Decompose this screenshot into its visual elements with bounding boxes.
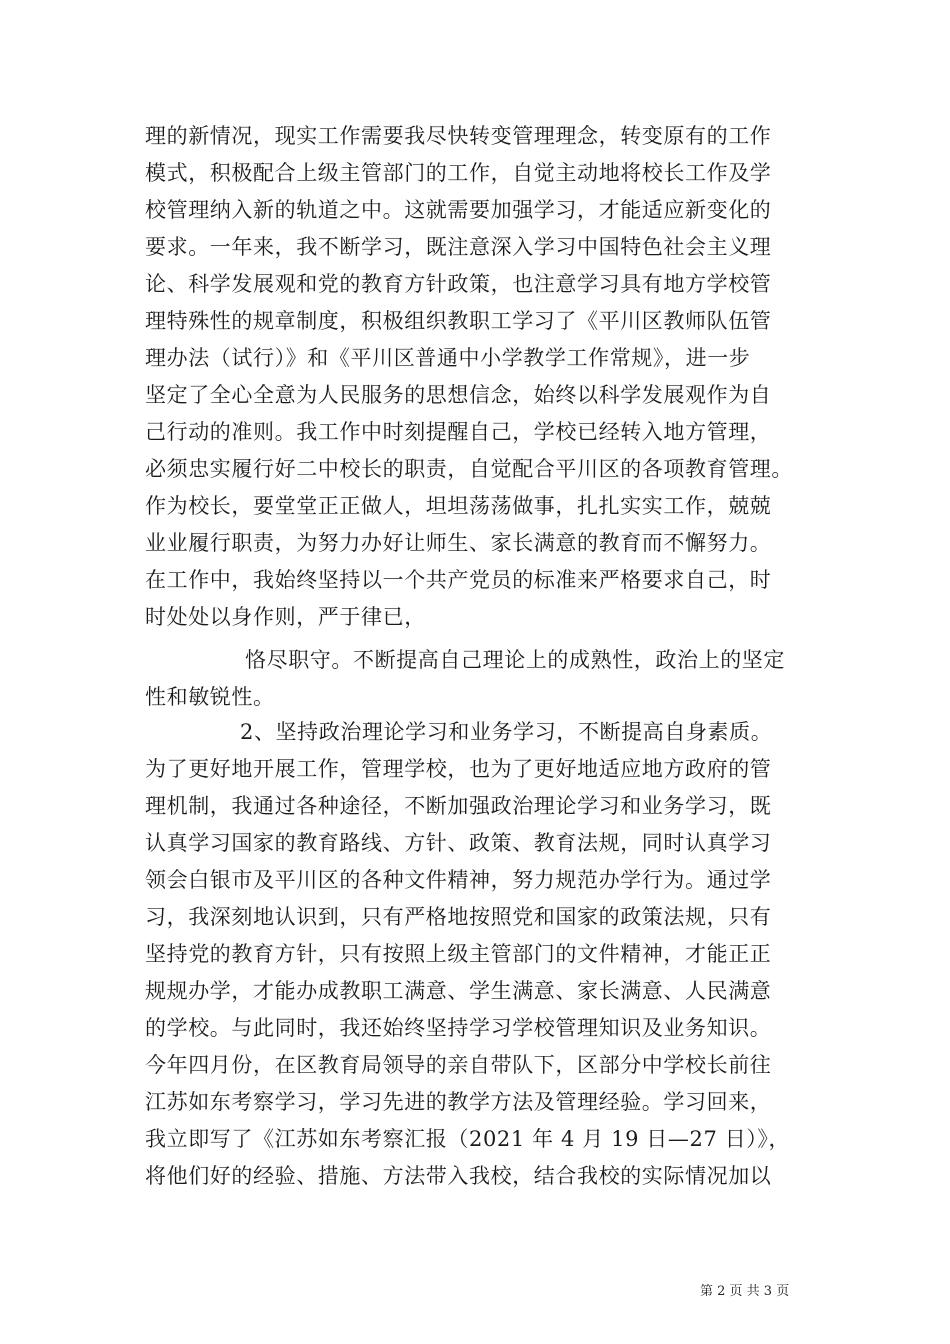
text-line: 论、科学发展观和党的教育方针政策，也注意学习具有地方学校管	[145, 272, 772, 296]
text-line: 己行动的准则。我工作中时刻提醒自己，学校已经转入地方管理，	[145, 420, 772, 444]
text-line: 我立即写了《江苏如东考察汇报（2021 年 4 月 19 日—27 日）》，	[145, 1127, 791, 1151]
text-line: 模式，积极配合上级主管部门的工作，自觉主动地将校长工作及学	[145, 161, 772, 185]
page-number-footer: 第 2 页 共 3 页	[700, 1284, 790, 1299]
text-line: 今年四月份，在区教育局领导的亲自带队下，区部分中学校长前往	[145, 1053, 772, 1077]
text-line: 业业履行职责，为努力办好让师生、家长满意的教育而不懈努力。	[145, 531, 772, 555]
text-line: 作为校长，要堂堂正正做人，坦坦荡荡做事，扎扎实实工作，兢兢	[145, 494, 772, 518]
text-line: 要求。一年来，我不断学习，既注意深入学习中国特色社会主义理	[145, 235, 772, 259]
text-line: 为了更好地开展工作，管理学校，也为了更好地适应地方政府的管	[145, 757, 772, 781]
text-line: 校管理纳入新的轨道之中。这就需要加强学习，才能适应新变化的	[145, 198, 772, 222]
text-line: 理特殊性的规章制度，积极组织教职工学习了《平川区教师队伍管	[145, 309, 772, 333]
text-line: 时处处以身作则，严于律已，	[145, 605, 426, 629]
text-line: 领会白银市及平川区的各种文件精神，努力规范办学行为。通过学	[145, 868, 772, 892]
text-line: 理办法（试行）》和《平川区普通中小学教学工作常规》，进一步	[145, 346, 751, 370]
text-line: 习，我深刻地认识到，只有严格地按照党和国家的政策法规，只有	[145, 905, 772, 929]
text-line: 的学校。与此同时，我还始终坚持学习学校管理知识及业务知识。	[145, 1016, 772, 1040]
text-line: 江苏如东考察学习，学习先进的教学方法及管理经验。学习回来，	[145, 1090, 772, 1114]
text-line: 2、坚持政治理论学习和业务学习，不断提高自身素质。	[240, 720, 773, 744]
text-line: 恪尽职守。不断提高自己理论上的成熟性，政治上的坚定	[245, 648, 785, 672]
text-line: 理机制，我通过各种途径，不断加强政治理论学习和业务学习，既	[145, 794, 772, 818]
text-line: 认真学习国家的教育路线、方针、政策、教育法规，同时认真学习	[145, 831, 772, 855]
text-line: 将他们好的经验、措施、方法带入我校，结合我校的实际情况加以	[145, 1164, 772, 1188]
text-line: 在工作中，我始终坚持以一个共产党员的标准来严格要求自己，时	[145, 568, 772, 592]
text-line: 坚定了全心全意为人民服务的思想信念，始终以科学发展观作为自	[145, 383, 772, 407]
text-line: 坚持党的教育方针，只有按照上级主管部门的文件精神，才能正正	[145, 942, 772, 966]
text-line: 理的新情况，现实工作需要我尽快转变管理理念，转变原有的工作	[145, 124, 772, 148]
text-line: 必须忠实履行好二中校长的职责，自觉配合平川区的各项教育管理。	[145, 457, 793, 481]
text-line: 规规办学，才能办成教职工满意、学生满意、家长满意、人民满意	[145, 979, 772, 1003]
text-line: 性和敏锐性。	[145, 685, 275, 709]
